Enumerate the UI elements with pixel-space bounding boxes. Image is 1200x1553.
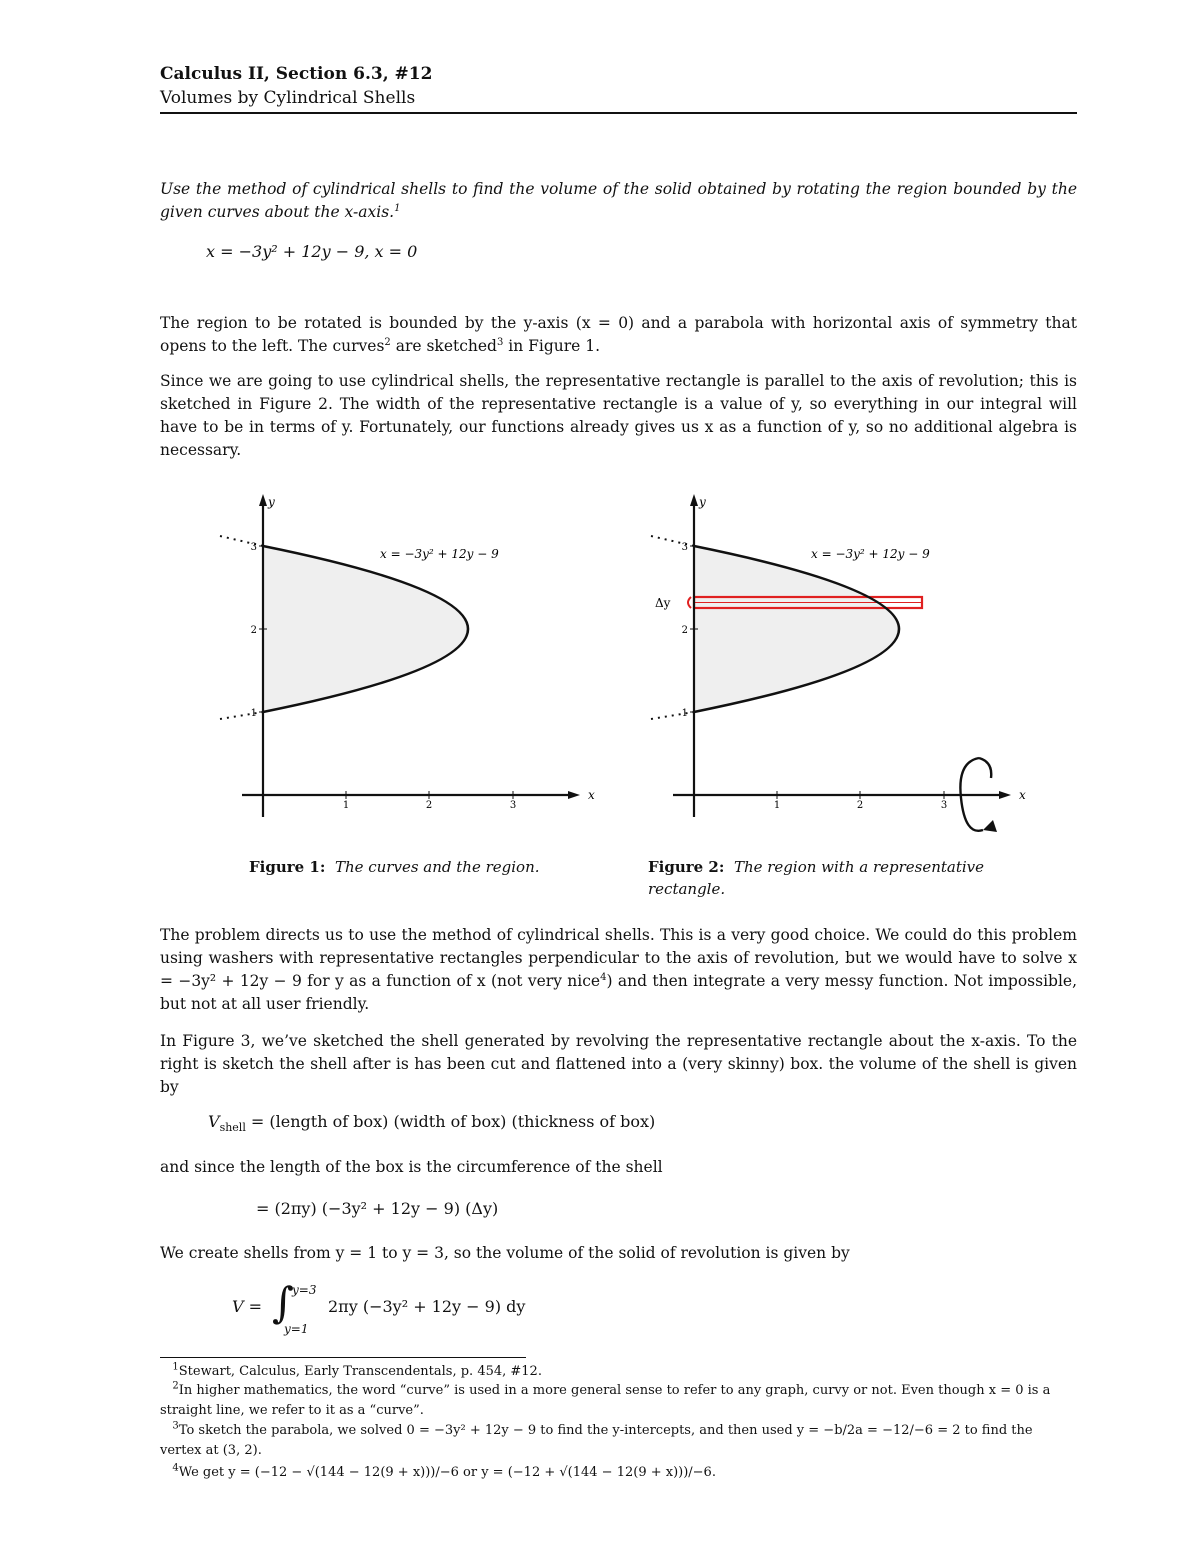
paragraph-3 <box>160 924 1077 1016</box>
p1-text-a: The region to be rotated is bounded by the y-axis (x = 0) and a parabola with horizontal axis of symmetry that opens to the left. The curves <box>160 314 1077 355</box>
fig2-ylabel-1: 1 <box>681 708 688 719</box>
fig2-xlabel-1: 1 <box>773 800 781 811</box>
problem-statement <box>160 178 1077 224</box>
vshell-subscript: shell <box>219 1121 246 1135</box>
fig1-y-arrow <box>259 494 267 506</box>
fig1-xlabel-3: 3 <box>509 800 517 811</box>
p1-text-c: in Figure 1. <box>503 337 601 355</box>
fn2-text: In higher mathematics, the word “curve” is used in a more general sense to refer to any graph, curvy or not. Even though x = 0 is a straight line, we refer to it as a “curve”. <box>160 1383 1051 1418</box>
fig1-xlabel-1: 1 <box>342 800 350 811</box>
fig2-y-name: y <box>699 495 706 509</box>
fig2-xlabel-3: 3 <box>940 800 948 811</box>
footnote-ref-1: 1 <box>394 202 401 214</box>
fn1-text: Stewart, Calculus, Early Transcendentals, p. 454, #12. <box>178 1364 542 1379</box>
fig2-caption-text: The region with a representative rectangle. <box>648 858 985 898</box>
fn4-number: 4 <box>172 1462 179 1474</box>
footnote-ref-3: 3 <box>496 336 504 348</box>
fn3-number: 3 <box>172 1420 179 1432</box>
footnote-rule <box>160 1357 526 1358</box>
footnote-2 <box>160 1381 1077 1421</box>
p3-text-b: ) and then integrate a very messy function. Not impossible, but not at all user friendly. <box>160 972 1078 1013</box>
footnote-3 <box>160 1421 1077 1461</box>
fig2-y-arrow <box>690 494 698 506</box>
paragraph-2: Since we are going to use cylindrical shells, the representative rectangle is parallel to the axis of revolution; this is sketched in Figure 2. The width of the representative rectangle is a value of y, so everything in our integral will have to be in terms of y. Fortunately, our functions already gives us x as a function of y, so no additional algebra is necessary. <box>160 372 1077 459</box>
fig1-ylabel-3: 3 <box>250 542 257 553</box>
fig2-ylabel-2: 2 <box>681 625 688 636</box>
integral-upper-limit: y=3 <box>292 1283 317 1297</box>
header-rule <box>160 112 1077 114</box>
fig2-ylabel-3: 3 <box>681 542 688 553</box>
circumference-equation: = (2πy) (−3y² + 12y − 9) (Δy) <box>256 1199 499 1218</box>
problem-text: Use the method of cylindrical shells to find the volume of the solid obtained by rotating the region bounded by the given curves about the x-axis. <box>160 180 1077 221</box>
fig2-x-name: x <box>1019 788 1026 802</box>
fn2-number: 2 <box>172 1380 179 1392</box>
fig1-ylabel-1: 1 <box>250 708 257 719</box>
figure-1 <box>200 490 600 830</box>
figure-1-caption <box>249 856 579 878</box>
integral-lower-limit: y=1 <box>284 1322 309 1336</box>
footnote-1 <box>160 1362 1077 1382</box>
fig2-curve-label: x = −3y² + 12y − 9 <box>811 547 930 561</box>
paragraph-5: and since the length of the box is the circumference of the shell <box>160 1158 663 1176</box>
fn3-text: To sketch the parabola, we solved 0 = −3y² + 12y − 9 to find the y-intercepts, and then used y = −b/2a = −12/−6 = 2 to find the vertex at (3, 2). <box>160 1423 1033 1458</box>
p3-text-a: The problem directs us to use the method of cylindrical shells. This is a very good choice. We could do this problem using washers with representative rectangles perpendicular to the axis of revolution, but we would have to solve x = −3y² + 12y − 9 for y as a function of x (not very nice <box>160 926 1077 990</box>
paragraph-4: In Figure 3, we’ve sketched the shell generated by revolving the representative rectangle about the x-axis. To the right is sketch the shell after is has been cut and flattened into a (very skinny) box. the volume of the shell is given by <box>160 1032 1077 1096</box>
footnote-ref-4: 4 <box>600 971 607 983</box>
fig2-caption-label: Figure 2: <box>648 858 725 876</box>
fig1-curve-label: x = −3y² + 12y − 9 <box>380 547 499 561</box>
p1-text-b: are sketched <box>390 337 497 355</box>
vshell-rhs: = (length of box) (width of box) (thickness of box) <box>245 1112 656 1131</box>
vshell-symbol: V <box>208 1112 220 1131</box>
fig1-caption-label: Figure 1: <box>249 858 326 876</box>
paragraph-1 <box>160 312 1077 358</box>
fig2-dy-brace <box>688 597 691 608</box>
fig2-x-arrow <box>999 791 1011 799</box>
footnote-ref-2: 2 <box>384 336 391 348</box>
figure-2 <box>631 490 1031 842</box>
fn4-text: We get y = (−12 − √(144 − 12(9 + x)))/−6 or y = (−12 + √(144 − 12(9 + x)))/−6. <box>178 1465 716 1480</box>
given-equation: x = −3y² + 12y − 9, x = 0 <box>206 242 418 261</box>
integral-sign: ∫ <box>272 1278 294 1327</box>
fig1-x-arrow <box>568 791 580 799</box>
fig1-x-name: x <box>588 788 595 802</box>
fig2-dy-label: Δy <box>655 596 671 610</box>
fig2-xlabel-2: 2 <box>856 800 864 811</box>
fig1-xlabel-2: 2 <box>425 800 433 811</box>
rotation-arrow-top <box>979 758 991 778</box>
footnote-4 <box>160 1463 1077 1483</box>
paragraph-6: We create shells from y = 1 to y = 3, so the volume of the solid of revolution is given by <box>160 1244 850 1262</box>
page-subtitle: Volumes by Cylindrical Shells <box>160 88 416 108</box>
fig1-caption-text: The curves and the region. <box>334 858 540 876</box>
volume-integrand: 2πy (−3y² + 12y − 9) dy <box>328 1297 526 1316</box>
volume-lhs: V = <box>232 1297 263 1316</box>
page-title: Calculus II, Section 6.3, #12 <box>160 64 433 84</box>
vshell-equation <box>208 1112 655 1134</box>
rotation-arrow-head <box>983 820 997 832</box>
fn1-number: 1 <box>172 1361 179 1373</box>
fig1-ylabel-2: 2 <box>250 625 257 636</box>
figure-2-caption <box>648 856 1016 900</box>
fig1-y-name: y <box>268 495 275 509</box>
